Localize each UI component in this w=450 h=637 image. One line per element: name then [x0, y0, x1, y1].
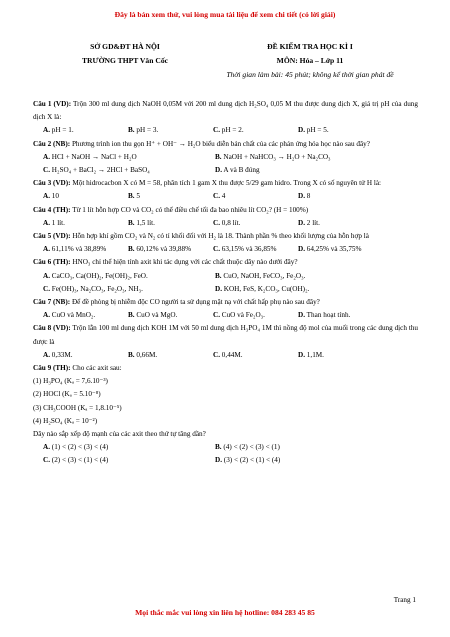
option-letter: B.: [128, 126, 135, 135]
question-5: [33, 230, 418, 256]
answer-option: [128, 124, 213, 137]
option-text: CuO và MnO₂.: [51, 311, 96, 320]
option-text: 5: [136, 192, 140, 201]
answer-option: [298, 190, 383, 203]
question-number: Câu 8 (VD):: [33, 324, 71, 333]
option-text: NaOH + NaHCO₃ → H₂O + Na₂CO₃: [223, 152, 331, 161]
option-text: 60,12% và 39,88%: [136, 245, 192, 254]
preview-notice: Đây là bản xem thử, vui lòng mua tài liệu để xem chi tiết (có lời giải): [114, 10, 336, 19]
answer-option: [43, 283, 215, 296]
option-text: (1) < (2) < (3) < (4): [51, 443, 109, 452]
question-6: [33, 256, 418, 296]
answer-options: [33, 243, 418, 256]
acid-item: (3) CH₃COOH (Kₐ = 1,8.10⁻⁵): [33, 403, 122, 412]
option-letter: D.: [215, 166, 222, 175]
option-text: 8: [306, 192, 311, 201]
option-letter: D.: [215, 456, 222, 465]
option-text: CuO và Fe₂O₃.: [221, 311, 265, 320]
hotline-notice: Mọi thắc mắc vui lòng xin liên hệ hotline: 084 283 45 85: [135, 608, 315, 617]
answer-option: [43, 217, 128, 230]
option-letter: B.: [128, 350, 135, 359]
option-text: 63,15% và 36,85%: [221, 245, 277, 254]
answer-options: [33, 270, 418, 296]
option-letter: D.: [298, 126, 305, 135]
option-letter: C.: [43, 456, 50, 465]
answer-options: [33, 190, 418, 203]
answer-option: [43, 124, 128, 137]
answer-option: [213, 124, 298, 137]
answer-option: [298, 243, 383, 256]
answer-option: [298, 349, 383, 362]
option-text: CuO và MgO.: [136, 311, 178, 320]
question-number: Câu 6 (TH):: [33, 258, 71, 267]
question-text: [33, 230, 418, 243]
option-text: 1 lít.: [51, 218, 65, 227]
option-letter: B.: [215, 152, 222, 161]
answer-option: [43, 441, 215, 454]
question-body: Một hidrocacbon X có M = 58, phân tích 1 gam X thu được 5/29 gam hidro. Trong X có số nguyên tử H là:: [70, 179, 382, 188]
question-body: Trộn 300 ml dung dịch NaOH 0,05M với 200 ml dung dịch H₂SO₄ 0,05 M thu được dung dịch X, giá trị pH của dung dịch X là:: [33, 100, 418, 122]
option-text: 0,8 lít.: [221, 218, 241, 227]
option-text: Than hoạt tính.: [306, 311, 351, 320]
answer-option: [298, 217, 383, 230]
option-text: pH = 2.: [221, 126, 244, 135]
answer-option: [215, 164, 387, 177]
answer-option: [128, 243, 213, 256]
answer-option: [128, 217, 213, 230]
option-letter: B.: [128, 311, 135, 320]
option-letter: D.: [215, 284, 222, 293]
option-text: 64,25% và 35,75%: [306, 245, 362, 254]
department-name: SỞ GD&ĐT HÀ NỘI: [90, 42, 160, 51]
answer-option: [215, 270, 387, 283]
option-text: A và B đúng: [223, 166, 260, 175]
question-body: Để đề phòng bị nhiễm độc CO người ta sử dụng mặt nạ với chất hấp phụ nào sau đây?: [70, 298, 320, 307]
option-letter: D.: [298, 350, 305, 359]
option-letter: C.: [213, 192, 220, 201]
answer-option: [128, 190, 213, 203]
option-text: (4) < (2) < (3) < (1): [223, 443, 280, 452]
answer-option: [43, 243, 128, 256]
option-letter: D.: [298, 192, 305, 201]
option-letter: B.: [215, 271, 222, 280]
option-letter: A.: [43, 152, 50, 161]
question-text: [33, 138, 418, 151]
question-number: Câu 2 (NB):: [33, 139, 71, 148]
option-letter: A.: [43, 218, 50, 227]
answer-option: [213, 349, 298, 362]
option-text: 0,33M.: [51, 350, 73, 359]
school-name: TRƯỜNG THPT Văn Cốc: [81, 56, 168, 65]
option-text: HCl + NaOH → NaCl + H₂O: [51, 152, 137, 161]
answer-option: [43, 151, 215, 164]
option-text: (2) < (3) < (1) < (4): [51, 456, 109, 465]
answer-options: [33, 349, 418, 362]
answer-option: [213, 217, 298, 230]
question-8: [33, 322, 418, 362]
question-body: Phương trình ion thu gọn H⁺ + OH⁻ → H₂O biểu diễn bản chất của các phản ứng hóa học nào sau đây?: [70, 139, 370, 148]
acid-item: (2) HOCl (Kₐ = 5.10⁻⁸): [33, 390, 101, 399]
answer-option: [298, 309, 383, 322]
option-text: 10: [51, 192, 59, 201]
option-text: KOH, FeS, K₂CO₃, Cu(OH)₂.: [223, 284, 310, 293]
option-text: Fe(OH)₃, Na₂CO₃, Fe₂O₃, NH₃.: [51, 284, 143, 293]
question-1: [33, 98, 418, 138]
answer-option: [215, 441, 387, 454]
option-text: H₂SO₄ + BaCl₂ → 2HCl + BaSO₄: [51, 166, 150, 175]
option-letter: B.: [128, 218, 135, 227]
option-letter: C.: [43, 284, 50, 293]
option-letter: B.: [128, 245, 135, 254]
option-text: CuO, NaOH, FeCO₃, Fe₂O₃.: [223, 271, 306, 280]
question-3: [33, 177, 418, 203]
option-text: 4: [221, 192, 226, 201]
option-letter: C.: [213, 218, 220, 227]
answer-options: [33, 151, 418, 177]
option-letter: A.: [43, 311, 50, 320]
header-left: [40, 40, 210, 68]
answer-option: [298, 124, 383, 137]
acid-item: (1) H₃PO₄ (Kₐ = 7,6.10⁻³): [33, 377, 108, 386]
question-ask: Dãy nào sắp xếp độ mạnh của các axit theo thứ tự tăng dần?: [33, 430, 206, 439]
answer-option: [43, 164, 215, 177]
option-letter: A.: [43, 192, 50, 201]
option-text: 61,11% và 38,89%: [51, 245, 107, 254]
answer-option: [213, 190, 298, 203]
question-9: [33, 362, 418, 468]
question-text: [33, 296, 418, 309]
question-list: [33, 98, 418, 468]
option-letter: B.: [215, 443, 222, 452]
question-number: Câu 5 (VD):: [33, 232, 71, 241]
question-body: Từ 1 lít hỗn hợp CO và CO₂ có thể điều chế tối đa bao nhiêu lít CO₂? (H = 100%): [70, 205, 309, 214]
answer-option: [215, 283, 387, 296]
question-number: Câu 3 (VD):: [33, 179, 71, 188]
question-text: [33, 322, 418, 348]
question-text: [33, 177, 418, 190]
option-letter: C.: [213, 126, 220, 135]
option-letter: B.: [128, 192, 135, 201]
answer-option: [213, 243, 298, 256]
question-text: [33, 362, 418, 375]
question-2: [33, 138, 418, 178]
answer-option: [128, 309, 213, 322]
answer-option: [128, 349, 213, 362]
answer-option: [215, 454, 387, 467]
question-number: Câu 9 (TH):: [33, 364, 71, 373]
option-text: CaCO₃, Ca(OH)₂, Fe(OH)₂, FeO.: [51, 271, 148, 280]
option-letter: D.: [298, 245, 305, 254]
option-letter: C.: [213, 245, 220, 254]
question-4: [33, 204, 418, 230]
question-number: Câu 1 (VD):: [33, 100, 72, 108]
answer-options: [33, 124, 418, 137]
answer-options: [33, 441, 418, 467]
option-text: 0,66M.: [136, 350, 158, 359]
answer-option: [43, 190, 128, 203]
option-text: 0,44M.: [221, 350, 243, 359]
option-letter: A.: [43, 443, 50, 452]
exam-title: ĐỀ KIỂM TRA HỌC KÌ I: [267, 42, 353, 51]
option-letter: C.: [213, 350, 220, 359]
answer-option: [43, 309, 128, 322]
time-note: Thời gian làm bài: 45 phút; không kể thời gian phát đề: [226, 70, 394, 79]
answer-option: [213, 309, 298, 322]
option-letter: A.: [43, 271, 50, 280]
option-text: (3) < (2) < (1) < (4): [223, 456, 281, 465]
option-letter: A.: [43, 126, 50, 135]
question-text: [33, 98, 418, 124]
option-text: 1,5 lít.: [136, 218, 155, 227]
question-text: [33, 256, 418, 269]
option-text: 2 lít.: [306, 218, 320, 227]
option-text: 1,1M.: [306, 350, 324, 359]
option-letter: A.: [43, 350, 50, 359]
question-text: [33, 204, 418, 217]
question-body: Hỗn hợp khí gồm CO₂ và N₂ có tỉ khối đối với H₂ là 18. Thành phần % theo khối lượng của hỗn hợp là: [70, 232, 369, 241]
question-body: Trộn lẫn 100 ml dung dịch KOH 1M với 50 ml dung dịch H₃PO₄ 1M thì nồng độ mol của muối trong các dung dịch thu được là: [33, 324, 419, 346]
option-text: pH = 3.: [136, 126, 159, 135]
option-text: pH = 1.: [51, 126, 74, 135]
header-right: [195, 40, 425, 82]
answer-options: [33, 309, 418, 322]
option-text: pH = 5.: [306, 126, 329, 135]
question-body: Cho các axit sau:: [70, 364, 122, 373]
question-number: Câu 7 (NB):: [33, 298, 71, 307]
answer-option: [43, 454, 215, 467]
question-body: HNO₃ chỉ thể hiện tính axit khi tác dụng với các chất thuộc dãy nào dưới đây?: [70, 258, 298, 267]
answer-option: [215, 151, 387, 164]
subject-line: MÔN: Hóa – Lớp 11: [276, 56, 344, 65]
option-letter: D.: [298, 311, 305, 320]
answer-option: [43, 349, 128, 362]
option-letter: A.: [43, 245, 50, 254]
question-number: Câu 4 (TH):: [33, 205, 71, 214]
option-letter: D.: [298, 218, 305, 227]
answer-option: [43, 270, 215, 283]
page-number: Trang 1: [393, 596, 416, 604]
option-letter: C.: [213, 311, 220, 320]
acid-item: (4) H₂SO₄ (Kₐ = 10⁻²): [33, 416, 98, 425]
option-letter: C.: [43, 166, 50, 175]
question-7: [33, 296, 418, 322]
answer-options: [33, 217, 418, 230]
